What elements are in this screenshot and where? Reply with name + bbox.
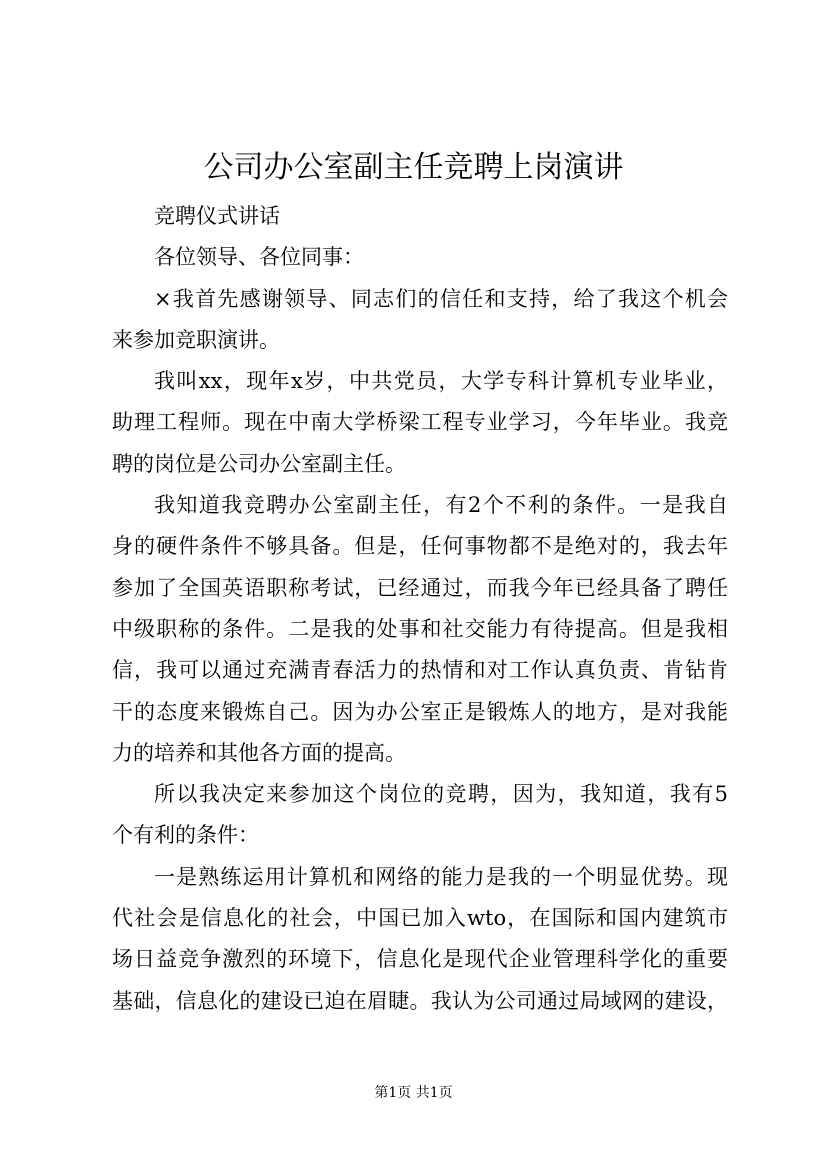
paragraph-line: 力的培养和其他各方面的提高。 [112, 740, 406, 765]
paragraph-line: 我叫xx，现年x岁，中共党员，大学专科计算机专业毕业， [154, 369, 728, 394]
paragraph-line: 中级职称的条件。二是我的处事和社交能力有待提高。但是我相 [112, 616, 728, 641]
paragraph-line: 信，我可以通过充满青春活力的热情和对工作认真负责、肯钻肯 [112, 658, 728, 683]
paragraph-line: 聘的岗位是公司办公室副主任。 [112, 451, 406, 476]
paragraph-line: 一是熟练运用计算机和网络的能力是我的一个明显优势。现 [154, 864, 728, 889]
paragraph-line: 身的硬件条件不够具备。但是，任何事物都不是绝对的，我去年 [112, 534, 728, 559]
paragraph-line: 干的态度来锻炼自己。因为办公室正是锻炼人的地方，是对我能 [112, 699, 728, 724]
page-footer: 第1页 共1页 [374, 1085, 453, 1101]
paragraph-line: 代社会是信息化的社会，中国已加入wto，在国际和国内建筑市 [112, 906, 728, 931]
paragraph-line: ×我首先感谢领导、同志们的信任和支持，给了我这个机会 [154, 286, 728, 311]
document-body [112, 196, 728, 1022]
paragraph-line: 各位领导、各位同事： [154, 245, 364, 270]
paragraph-line: 助理工程师。现在中南大学桥梁工程专业学习，今年毕业。我竞 [112, 410, 728, 435]
paragraph-line: 基础，信息化的建设已迫在眉睫。我认为公司通过局域网的建设， [112, 988, 728, 1013]
paragraph-line: 个有利的条件： [112, 823, 259, 848]
paragraph-line: 所以我决定来参加这个岗位的竞聘，因为，我知道，我有5 [154, 782, 728, 807]
paragraph-line: 来参加竞职演讲。 [112, 327, 280, 352]
paragraph-line: 竞聘仪式讲话 [154, 204, 280, 228]
paragraph-line: 参加了全国英语职称考试，已经通过，而我今年已经具备了聘任 [112, 575, 728, 600]
paragraph-line: 场日益竞争激烈的环境下，信息化是现代企业管理科学化的重要 [112, 947, 728, 972]
document-title: 公司办公室副主任竞聘上岗演讲 [203, 150, 624, 185]
paragraph-line: 我知道我竞聘办公室副主任，有2个不利的条件。一是我自 [154, 493, 728, 518]
